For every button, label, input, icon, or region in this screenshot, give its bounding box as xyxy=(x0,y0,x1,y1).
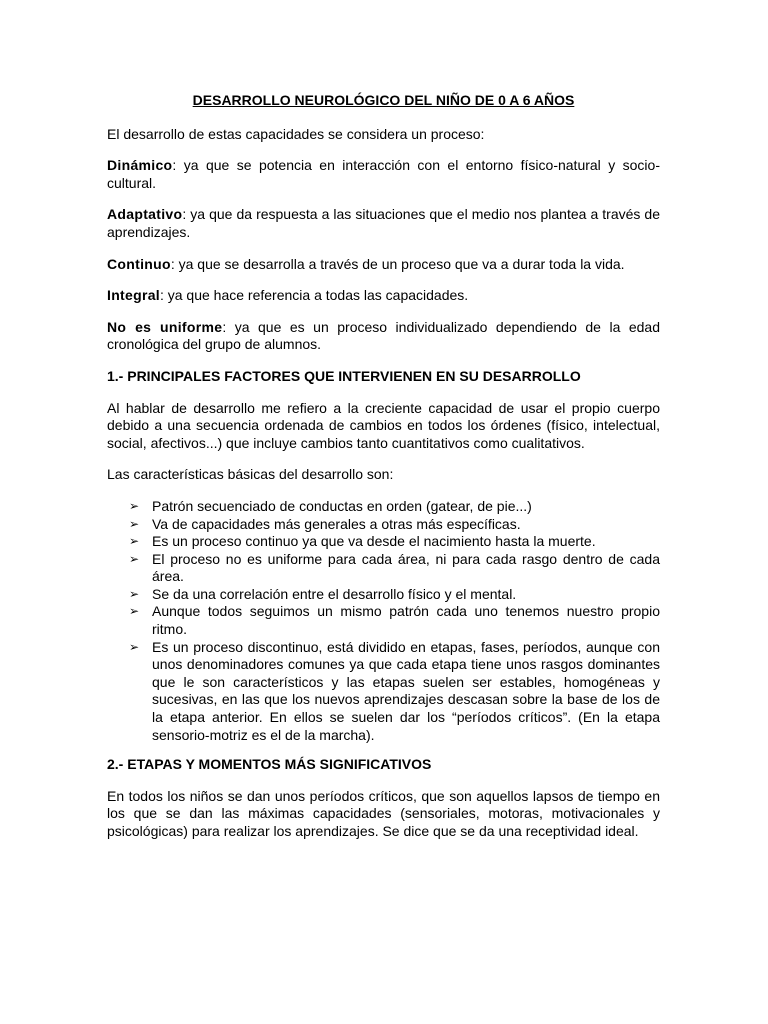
section-1-list-intro: Las características básicas del desarrollo son: xyxy=(107,466,394,483)
list-item xyxy=(107,516,660,534)
definition-integral xyxy=(107,287,660,305)
definition-text: : ya que se potencia en interacción con el entorno físico-natural y socio-cultural. xyxy=(107,157,660,191)
document-page xyxy=(107,92,660,855)
section-1-paragraph: Al hablar de desarrollo me refiero a la creciente capacidad de usar el propio cuerpo debido a una secuencia ordenada de cambios en todos los órdenes (físico, intelectual, social, afectivos...) que incluye cambios tanto cuantitativos como cualitativos. xyxy=(107,399,660,451)
arrow-bullet-icon: ➢ xyxy=(129,534,140,549)
list-item-text: El proceso no es uniforme para cada área, ni para cada rasgo dentro de cada área. xyxy=(152,550,660,585)
definition-term: No es uniforme xyxy=(107,318,223,335)
section-2-paragraph: En todos los niños se dan unos períodos críticos, que son aquellos lapsos de tiempo en los que se dan las máximas capacidades (sensoriales, motoras, motivacionales y psicológicas) para realizar los aprendizajes. Se dice que se da una receptividad ideal. xyxy=(107,787,660,839)
definition-no-uniforme xyxy=(107,319,660,354)
list-item-text: Aunque todos seguimos un mismo patrón cada uno tenemos nuestro propio ritmo. xyxy=(152,603,660,638)
list-item-text: Es un proceso continuo ya que va desde el nacimiento hasta la muerte. xyxy=(152,533,596,550)
definition-term: Integral xyxy=(107,287,160,304)
definition-text: : ya que da respuesta a las situaciones que el medio nos plantea a través de aprendizajes. xyxy=(107,206,660,240)
list-item-text: Se da una correlación entre el desarrollo físico y el mental. xyxy=(152,585,517,602)
arrow-bullet-icon: ➢ xyxy=(129,639,140,654)
definition-dinamico xyxy=(107,157,660,192)
definition-term: Continuo xyxy=(107,255,171,272)
list-item xyxy=(107,586,660,604)
list-item xyxy=(107,603,660,638)
section-2-heading: 2.- ETAPAS Y MOMENTOS MÁS SIGNIFICATIVOS xyxy=(107,756,432,773)
arrow-bullet-icon: ➢ xyxy=(129,498,140,513)
definition-text: : ya que hace referencia a todas las capacidades. xyxy=(159,287,469,304)
arrow-bullet-icon: ➢ xyxy=(129,586,140,601)
list-item xyxy=(107,533,660,551)
list-item xyxy=(107,498,660,516)
list-item-text: Es un proceso discontinuo, está dividido en etapas, fases, períodos, aunque con unos denominadores comunes ya que cada etapa tiene unos rasgos dominantes que le son característicos y las etapas suelen ser estables, homogéneas y sucesivas, en las que los nuevos aprendizajes descasan sobre la base de los de la etapa anterior. En ellos se suelen dar los “períodos críticos”. (En la etapa sensorio-motriz es el de la marcha). xyxy=(152,638,660,743)
list-item-text: Patrón secuenciado de conductas en orden (gatear, de pie...) xyxy=(152,497,532,514)
definition-text: : ya que es un proceso individualizado dependiendo de la edad cronológica del grupo de alumnos. xyxy=(107,318,660,353)
list-item-text: Va de capacidades más generales a otras más específicas. xyxy=(152,515,521,532)
definition-continuo xyxy=(107,256,660,274)
characteristics-list xyxy=(107,498,660,744)
arrow-bullet-icon: ➢ xyxy=(129,516,140,531)
definition-adaptativo xyxy=(107,206,660,241)
intro-paragraph: El desarrollo de estas capacidades se considera un proceso: xyxy=(107,125,485,142)
list-item xyxy=(107,551,660,586)
section-1-heading: 1.- PRINCIPALES FACTORES QUE INTERVIENEN EN SU DESARROLLO xyxy=(107,367,581,384)
arrow-bullet-icon: ➢ xyxy=(129,604,140,619)
definition-text: : ya que se desarrolla a través de un proceso que va a durar toda la vida. xyxy=(170,255,625,272)
document-title: DESARROLLO NEUROLÓGICO DEL NIÑO DE 0 A 6 AÑOS xyxy=(192,92,575,108)
arrow-bullet-icon: ➢ xyxy=(129,551,140,566)
definition-term: Dinámico xyxy=(107,157,173,174)
definition-term: Adaptativo xyxy=(107,206,183,223)
list-item xyxy=(107,639,660,745)
